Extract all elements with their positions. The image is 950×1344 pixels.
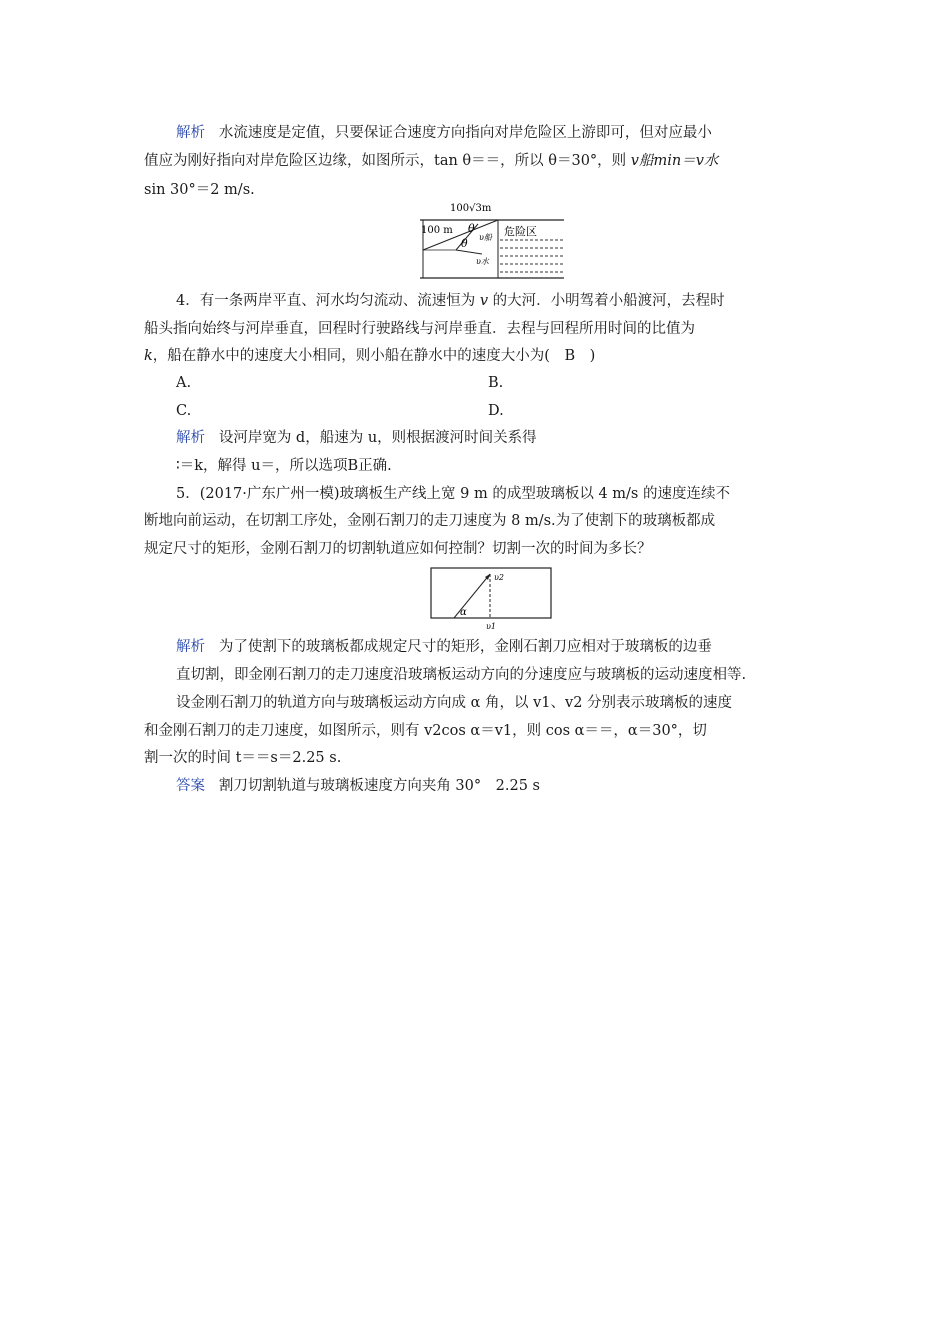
question-text: 船头指向始终与河岸垂直，回程时行驶路线与河岸垂直．去程与回程所用时间的比值为: [144, 321, 695, 337]
alpha-label: α: [460, 607, 467, 618]
solution-text: 设金刚石割刀的轨道方向与玻璃板运动方向成 α 角，以 v1、v2 分别表示玻璃板的速度: [176, 695, 733, 711]
solution-4-line-1: [176, 428, 537, 448]
solution-text: 为了使割下的玻璃板都成规定尺寸的矩形，金刚石割刀应相对于玻璃板的边垂: [218, 639, 712, 655]
solution-line-1: [176, 123, 712, 143]
river-width-label: 100 m: [421, 225, 453, 236]
glass-cutting-figure: [428, 565, 554, 631]
danger-zone-hatching: [500, 240, 564, 272]
question-text: 断地向前运动，在切割工序处，金刚石割刀的走刀速度为 8 m/s.为了使割下的玻璃板都成: [144, 513, 716, 529]
river-crossing-figure: [416, 202, 568, 282]
solution-5-line-5: [144, 748, 341, 768]
theta-label-top: θ: [468, 222, 475, 235]
solution-text: 设河岸宽为 d，船速为 u，则根据渡河时间关系得: [218, 430, 537, 446]
question-4-line-1: [176, 291, 725, 311]
solution-5-line-1: [176, 637, 712, 657]
question-5-line-1: [176, 484, 730, 504]
answer-text: 割刀切割轨道与玻璃板速度方向夹角 30° 2.25 s: [218, 778, 540, 794]
option-b: B.: [488, 375, 504, 391]
danger-zone-label: 危险区: [504, 225, 537, 238]
question-var: k: [144, 348, 153, 364]
solution-text: 割一次的时间 t＝＝s＝2.25 s.: [144, 750, 342, 766]
solution-text: 水流速度是定值，只要保证合速度方向指向对岸危险区上游即可，但对应最小: [218, 125, 712, 141]
answer-label: 答案: [176, 778, 205, 794]
solution-text: 和金刚石割刀的走刀速度，如图所示，则有 v2cos α＝v1，则 cos α＝＝，α＝30°，切: [144, 723, 707, 739]
answer-line: [176, 776, 540, 796]
solution-label: 解析: [176, 430, 205, 446]
question-text: 规定尺寸的矩形，金刚石割刀的切割轨道应如何控制？切割一次的时间为多长？: [144, 541, 652, 557]
theta-label-mid: θ: [461, 237, 468, 250]
solution-formula: v船min＝v水: [630, 153, 719, 169]
water-velocity-arrow: [456, 250, 482, 254]
boat-velocity-label: υ船: [479, 233, 492, 242]
solution-text: ∶＝k，解得 u＝，所以选项B正确.: [176, 458, 392, 474]
option-d: D.: [488, 403, 504, 419]
solution-text: 直切割，即金刚石割刀的走刀速度沿玻璃板运动方向的分速度应与玻璃板的运动速度相等.: [176, 667, 747, 683]
v2-label: υ2: [494, 573, 504, 582]
question-5-line-2: [144, 511, 715, 531]
question-text: ，船在静水中的速度大小相同，则小船在静水中的速度大小为( B ): [152, 348, 596, 364]
solution-5-line-3: [176, 693, 732, 713]
solution-4-line-2: [176, 456, 392, 476]
v1-label: υ1: [486, 622, 496, 631]
water-velocity-label: υ水: [476, 257, 489, 266]
option-c: C.: [176, 403, 192, 419]
question-4-line-3: [144, 346, 595, 366]
solution-5-line-2: [176, 665, 746, 685]
solution-5-line-4: [144, 721, 707, 741]
option-a: A.: [176, 375, 192, 391]
solution-text: 值应为刚好指向对岸危险区边缘，如图所示，tan θ＝＝，所以 θ＝30°，则: [144, 153, 631, 169]
solution-line-3: [144, 180, 255, 200]
question-text: 的大河．小明驾着小船渡河，去程时: [488, 293, 725, 309]
question-4-line-2: [144, 319, 695, 339]
question-5-line-3: [144, 539, 652, 559]
solution-line-2: [144, 151, 718, 171]
top-width-label: 100√3m: [450, 203, 492, 214]
glass-plate-outline: [431, 568, 551, 618]
question-var: v: [479, 293, 489, 309]
solution-label: 解析: [176, 125, 205, 141]
solution-label: 解析: [176, 639, 205, 655]
question-text: 5．(2017·广东广州一模)玻璃板生产线上宽 9 m 的成型玻璃板以 4 m/s 的速度连续不: [176, 486, 730, 502]
question-text: 4．有一条两岸平直、河水均匀流动、流速恒为: [176, 293, 480, 309]
solution-text: sin 30°＝2 m/s.: [144, 182, 255, 198]
